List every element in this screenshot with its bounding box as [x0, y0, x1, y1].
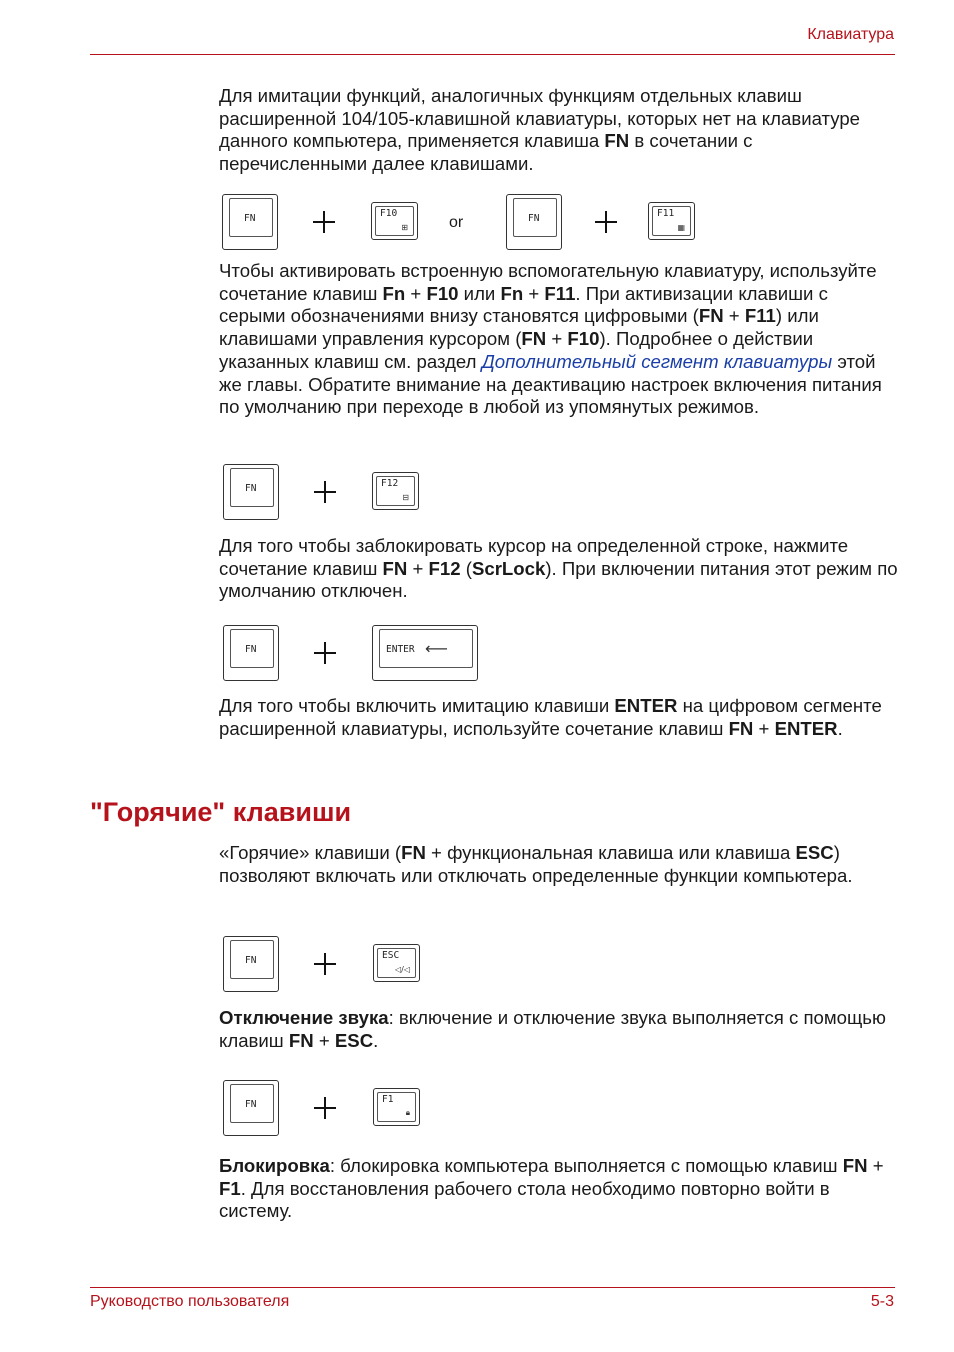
header-title: Клавиатура	[807, 26, 894, 43]
fn-key: FN	[223, 936, 279, 992]
scroll-lock-icon: ⊟	[402, 493, 409, 502]
footer-left: Руководство пользователя	[90, 1293, 290, 1310]
enter-key: ENTER ⟵	[372, 625, 478, 681]
fn-key: FN	[222, 194, 278, 250]
plus-icon	[314, 642, 336, 664]
f11-key: F11 ▦	[648, 202, 695, 240]
plus-icon	[313, 211, 335, 233]
enter-paragraph: Для того чтобы включить имитацию клавиши ENTER на цифровом сегменте расширенной клавиатуры, используйте сочетание клавиш FN + ENTER.	[219, 695, 882, 739]
cursor-keys-icon: ⊞	[401, 223, 408, 232]
esc-key: ESC ◁/◁	[373, 944, 420, 982]
fn-key: FN	[223, 625, 279, 681]
lock-paragraph: Блокировка: блокировка компьютера выполняется с помощью клавиш FN + F1. Для восстановления рабочего стола необходимо повторно войти в систему.	[219, 1155, 884, 1222]
mute-speaker-icon: ◁/◁	[395, 965, 410, 974]
fn-key: FN	[223, 464, 279, 520]
plus-icon	[595, 211, 617, 233]
lock-icon: 🔒︎	[405, 1108, 410, 1117]
hotkeys-intro-paragraph: «Горячие» клавиши (FN + функциональная клавиша или клавиша ESC) позволяют включать или отключать определенные функции компьютера.	[219, 842, 853, 886]
fn-f10-or-fn-f11-combo	[0, 194, 954, 252]
fn-key: FN	[223, 1080, 279, 1136]
fn-f12-combo	[0, 464, 954, 522]
footer-rule	[90, 1287, 895, 1288]
plus-icon	[314, 481, 336, 503]
plus-icon	[314, 1097, 336, 1119]
keyboard-segment-link[interactable]: Дополнительный сегмент клавиатуры	[481, 350, 833, 372]
page-number: 5-3	[870, 1293, 894, 1310]
enter-arrow-icon: ⟵	[425, 639, 448, 658]
section-title: "Горячие" клавиши	[90, 797, 352, 827]
f10-key: F10 ⊞	[371, 202, 418, 240]
f12-key: F12 ⊟	[372, 472, 419, 510]
plus-icon	[314, 953, 336, 975]
scrlock-paragraph: Для того чтобы заблокировать курсор на определенной строке, нажмите сочетание клавиш FN + F12 (ScrLock). При включении питания этот режим по умолчанию отключен.	[219, 535, 898, 602]
f1-key: F1 🔒︎	[373, 1088, 420, 1126]
or-label: or	[449, 214, 464, 231]
fn-esc-combo	[0, 936, 954, 994]
intro-paragraph: Для имитации функций, аналогичных функциям отдельных клавиш расширенной 104/105-клавишной клавиатуры, которых нет на клавиатуре данного компьютера, применяется клавиша FN в сочетании с перечисленными далее клавишами.	[219, 85, 861, 175]
fn-f1-combo	[0, 1080, 954, 1138]
fn-enter-combo	[0, 625, 954, 683]
keypad-paragraph: Чтобы активировать встроенную вспомогательную клавиатуру, используйте сочетание клавиш Fn + F10 или Fn + F11. При активизации клавиши с серыми обозначениями внизу становятся цифровыми (FN + F11) или клавишами управления курсором (FN + F10). Подробнее о действии указанных клавиш см. раздел Дополнительный сегмент клавиатуры этой же главы. Обратите внимание на деактивацию настроек включения питания по умолчанию при переходе в любой из упомянутых режимов.	[219, 260, 882, 418]
numeric-keypad-icon: ▦	[677, 223, 685, 232]
header-rule	[90, 54, 895, 55]
mute-paragraph: Отключение звука: включение и отключение звука выполняется с помощью клавиш FN + ESC.	[219, 1007, 886, 1051]
fn-key: FN	[506, 194, 562, 250]
